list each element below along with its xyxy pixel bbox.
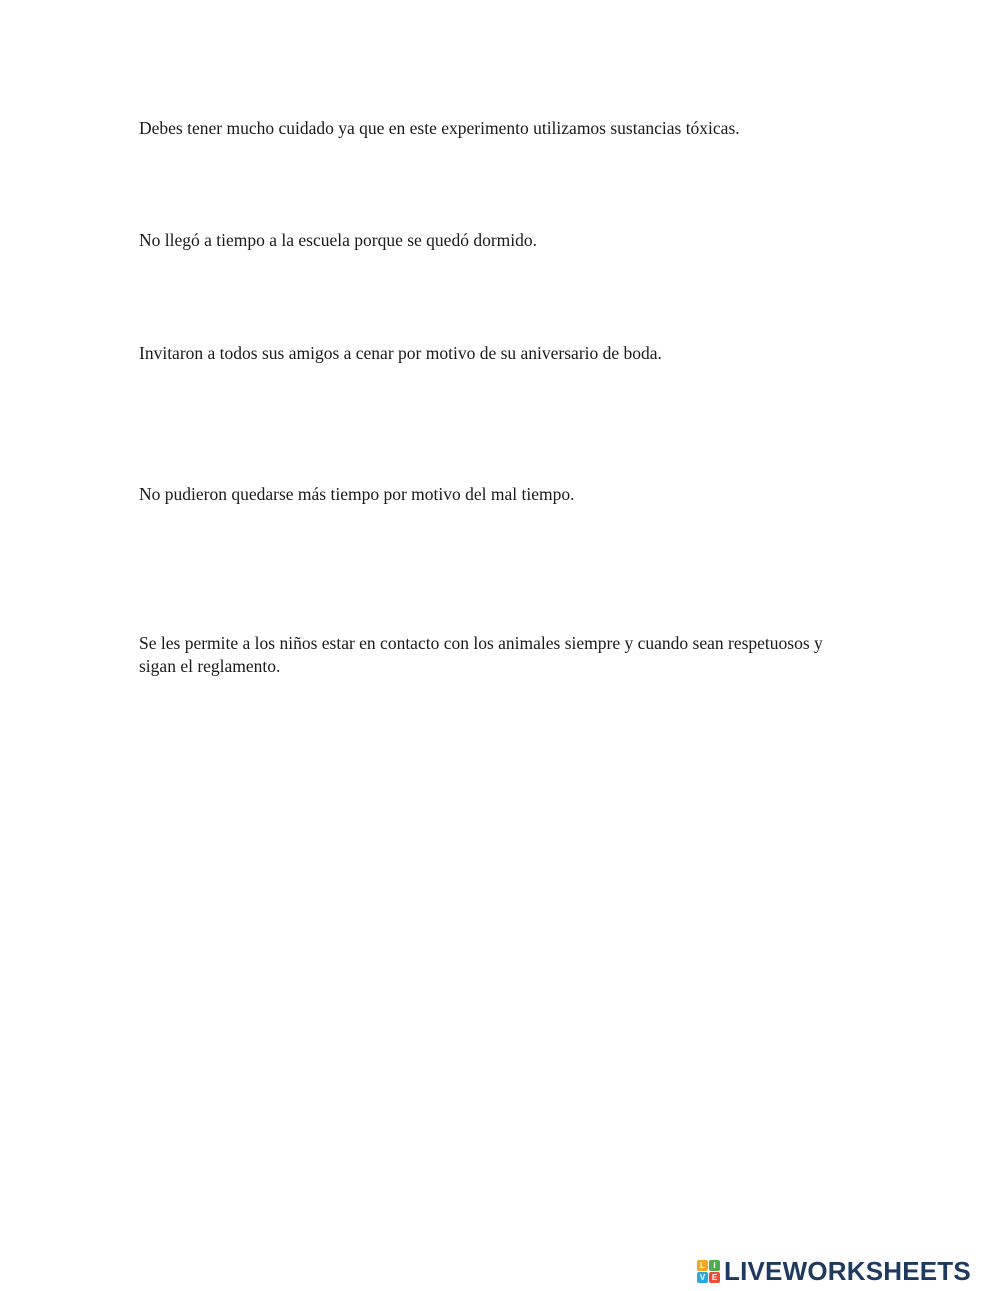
logo-block-l: L xyxy=(697,1260,708,1271)
logo-block-v: V xyxy=(697,1272,708,1283)
liveworksheets-logo xyxy=(697,1256,971,1286)
sentence-5: Se les permite a los niños estar en contacto con los animales siempre y cuando sean respetuosos y sigan el reglamento. xyxy=(139,633,823,676)
sentence-4: No pudieron quedarse más tiempo por motivo del mal tiempo. xyxy=(139,484,575,504)
logo-text: LIVEWORKSHEETS xyxy=(724,1256,971,1286)
logo-blocks-icon xyxy=(697,1260,720,1283)
logo-block-e: E xyxy=(709,1272,720,1283)
sentence-2: No llegó a tiempo a la escuela porque se quedó dormido. xyxy=(139,230,538,250)
sentence-3: Invitaron a todos sus amigos a cenar por motivo de su aniversario de boda. xyxy=(139,343,662,363)
logo-block-i: I xyxy=(709,1260,720,1271)
sentence-1: Debes tener mucho cuidado ya que en este experimento utilizamos sustancias tóxicas. xyxy=(139,118,740,138)
